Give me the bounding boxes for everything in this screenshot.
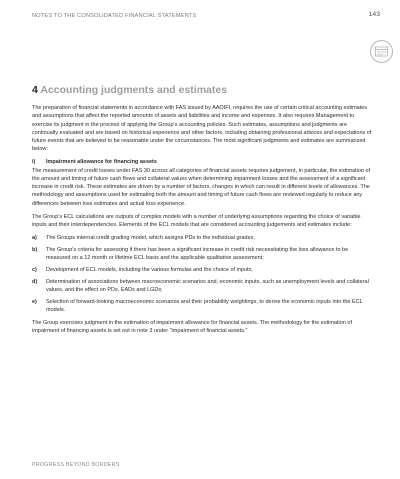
section-title	[32, 84, 374, 96]
list-item-text: Selection of forward-looking macroeconomic scenarios and their probability weightings, to derive the economic inputs into the ECL models.	[46, 298, 363, 314]
page-number: 143	[368, 11, 380, 18]
list-item	[32, 298, 374, 315]
list-marker: c)	[32, 266, 37, 273]
closing-paragraph: The Group exercises judgment in the estimation of impairment allowance for financial assets. The methodology for the estimation of impairment of financing assets is set out in note 3 under "impairment of financial assets."	[32, 319, 352, 335]
subsection-paragraph-1: The measurement of credit losses under FAS 30 across all categories of financial assets requires judgement, in particular, the estimation of the amount and timing of future cash flows and collateral values when determining impairment losses and the assessment of a significant increase in credit risk. These estimates are driven by a number of factors, changes in which can result in different levels of allowances. The methodology and assumptions used for estimating both the amount and timing of future cash flows are reviewed regularly to reduce any differences between loss estimates and actual loss experience.	[32, 167, 371, 207]
list-item-text: The Group's criteria for assessing if there has been a significant increase in credit risk necessitating the loss allowance to be measured on a 12 month or lifetime ECL basis and the applicable qualitative assessment;	[46, 246, 349, 261]
subsection-paragraph-2: The Group's ECL calculations are outputs of complex models with a number of underlying assumptions regarding the choice of variable inputs and their interdependencies. Elements of the ECL models that are considered accounting judgements and estimates include:	[32, 213, 361, 228]
list-item-text: Development of ECL models, including the various formulas and the choice of inputs;	[46, 266, 253, 273]
intro-paragraph: The preparation of financial statements in accordance with FAS issued by AAOIFI, requires the use of certain critical accounting estimates and assumptions that affect the reported amounts of assets and liabilities and income and expenses. It also requires Management to exercise its judgment in the process of applying the Group's accounting policies. Such estimates, assumptions and judgments are continually evaluated and are based on historical experience and other factors, including obtaining professional advices and expectations of future events that are believed to be reasonable under the circumstances. The most significant judgments and estimates are summarized below:	[32, 105, 372, 153]
list-item-text: Determination of associations between macroeconomic scenarios and, economic inputs, such as unemployment levels and collateral values, and the effect on PDs, EADs and LGDs;	[46, 278, 369, 293]
subsection-label: i)	[32, 159, 36, 166]
list-item-text: The Groups internal credit grading model, which assigns PDs to the individual grades;	[46, 234, 255, 241]
judgement-list	[32, 234, 374, 315]
list-item	[32, 278, 374, 295]
section-number: 4	[32, 84, 38, 96]
section-title-text: Accounting judgments and estimates	[40, 84, 228, 96]
main-content	[32, 84, 374, 336]
list-item	[32, 246, 374, 263]
list-item	[32, 266, 374, 274]
document-icon	[370, 40, 393, 63]
subsection-heading	[32, 158, 374, 166]
running-footer: PROGRESS BEYOND BORDERS	[32, 462, 120, 468]
list-marker: a)	[32, 234, 37, 241]
list-marker: e)	[32, 298, 37, 305]
list-marker: d)	[32, 278, 38, 285]
list-marker: b)	[32, 246, 38, 253]
list-item	[32, 234, 374, 242]
subsection-title: Impairment allowance for financing assets	[46, 159, 157, 166]
running-header: NOTES TO THE CONSOLIDATED FINANCIAL STATEMENTS	[32, 13, 197, 19]
